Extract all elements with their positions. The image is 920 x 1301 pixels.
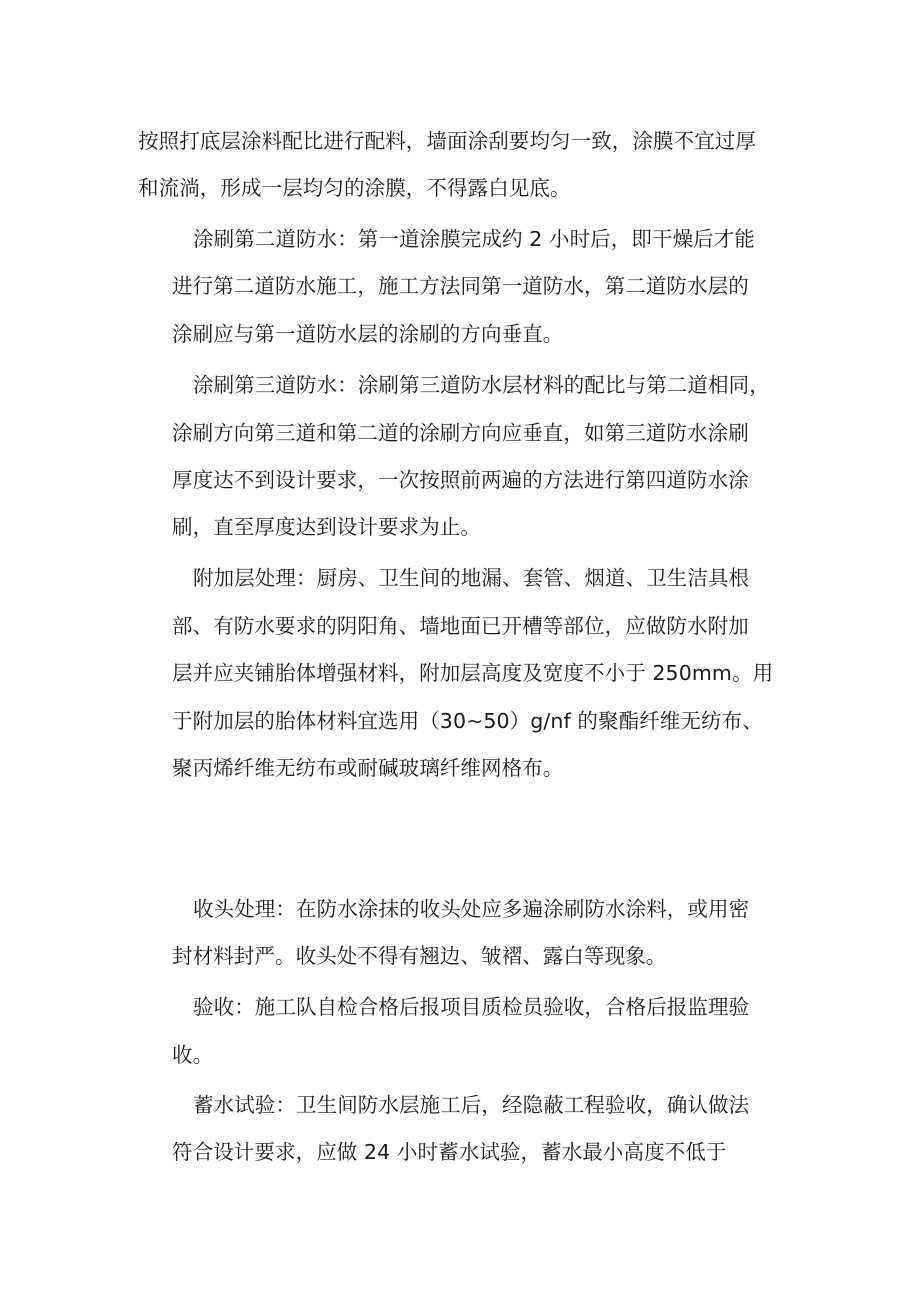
- text-line: 涂刷方向第三道和第二道的涂刷方向应垂直，如第三道防水涂刷: [172, 421, 749, 445]
- text-line: 验收：施工队自检合格后报项目质检员验收，合格后报监理验: [193, 995, 750, 1019]
- text-line: 涂刷第三道防水：涂刷第三道防水层材料的配比与第二道相同，: [193, 373, 770, 397]
- text-line: 层并应夹铺胎体增强材料，附加层高度及宽度不小于 250mm。用: [172, 661, 774, 685]
- text-line: 封材料封严。收头处不得有翘边、皱褶、露白等现象。: [172, 944, 667, 968]
- text-line: 厚度达不到设计要求，一次按照前两遍的方法进行第四道防水涂: [172, 468, 749, 492]
- text-line: 聚丙烯纤维无纺布或耐碱玻璃纤维网格布。: [172, 756, 564, 780]
- text-line: 涂刷第二道防水：第一道涂膜完成约 2 小时后，即干燥后才能: [193, 227, 755, 251]
- text-line: 符合设计要求，应做 24 小时蓄水试验，蓄水最小高度不低于: [172, 1140, 727, 1164]
- text-line: 蓄水试验：卫生间防水层施工后，经隐蔽工程验收，确认做法: [193, 1093, 750, 1117]
- text-line: 附加层处理：厨房、卫生间的地漏、套管、烟道、卫生洁具根: [193, 566, 750, 590]
- text-line: 部、有防水要求的阴阳角、墙地面已开槽等部位，应做防水附加: [172, 614, 749, 638]
- text-line: 收。: [172, 1043, 214, 1067]
- text-line: 进行第二道防水施工，施工方法同第一道防水，第二道防水层的: [172, 274, 749, 298]
- text-line: 和流淌，形成一层均匀的涂膜，不得露白见底。: [138, 176, 571, 200]
- text-line: 按照打底层涂料配比进行配料，墙面涂刮要均匀一致，涂膜不宜过厚: [138, 129, 756, 153]
- text-line: 刷，直至厚度达到设计要求为止。: [172, 515, 481, 539]
- text-line: 于附加层的胎体材料宜选用（30~50）g/nf 的聚酯纤维无纺布、: [172, 709, 763, 733]
- text-line: 收头处理：在防水涂抹的收头处应多遍涂刷防水涂料，或用密: [193, 897, 750, 921]
- text-line: 涂刷应与第一道防水层的涂刷的方向垂直。: [172, 322, 564, 346]
